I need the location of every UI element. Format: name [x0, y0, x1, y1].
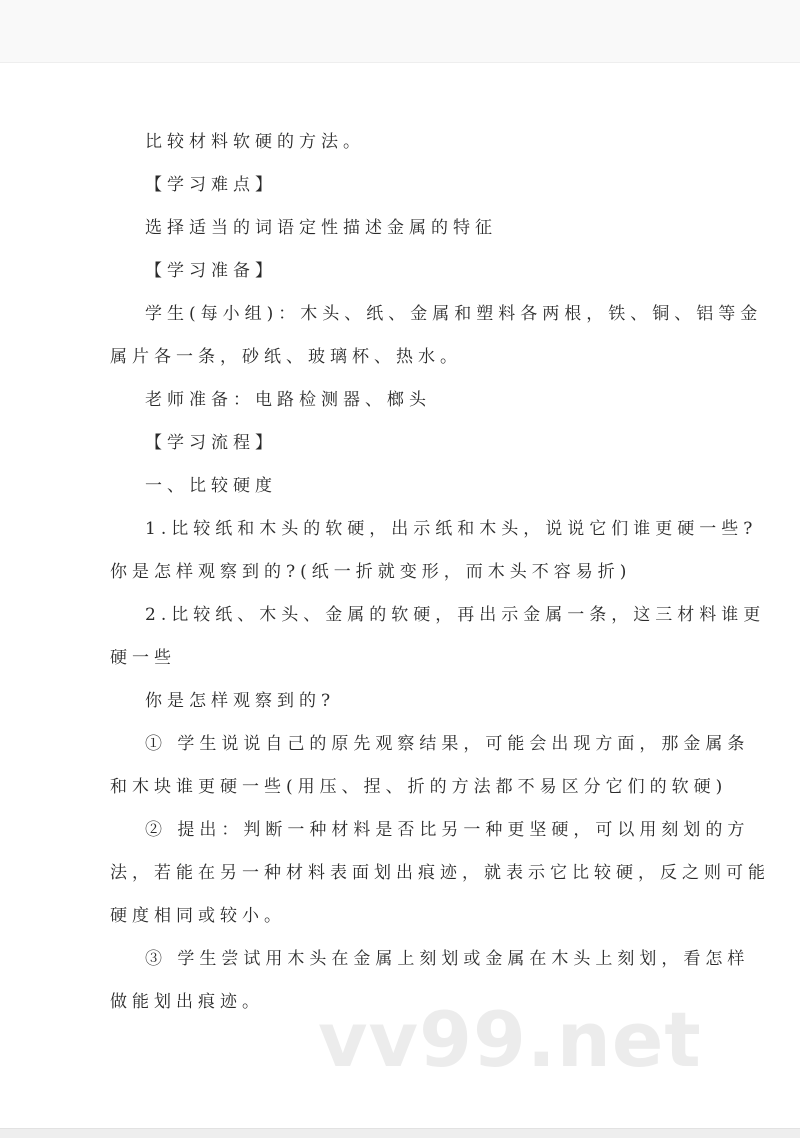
paragraph — [110, 810, 770, 939]
text-line: 硬度相同或较小。 — [110, 906, 286, 926]
paragraph — [110, 681, 690, 724]
text-line: 【学习准备】 — [145, 261, 277, 281]
text-line: 学生(每小组)：木头、纸、金属和塑料各两根，铁、铜、铝等金 — [145, 304, 763, 324]
paragraph — [110, 294, 763, 380]
text-line: ③ 学生尝试用木头在金属上刻划或金属在木头上刻划，看怎样 — [145, 949, 750, 969]
text-line: 【学习流程】 — [145, 433, 277, 453]
text-line: 一、比较硬度 — [145, 476, 277, 496]
text-line: 法，若能在另一种材料表面划出痕迹，就表示它比较硬，反之则可能 — [110, 863, 770, 883]
text-line: 老师准备：电路检测器、榔头 — [145, 390, 431, 410]
text-line: 选择适当的词语定性描述金属的特征 — [145, 218, 497, 238]
text-line: 和木块谁更硬一些(用压、捏、折的方法都不易区分它们的软硬) — [110, 777, 728, 797]
paragraph — [110, 724, 750, 810]
text-line: ① 学生说说自己的原先观察结果，可能会出现方面，那金属条 — [145, 734, 750, 754]
paragraph — [110, 595, 766, 681]
paragraph — [110, 122, 690, 165]
text-line: 比较材料软硬的方法。 — [145, 132, 365, 152]
text-line: 做能划出痕迹。 — [110, 992, 264, 1012]
text-line: 1.比较纸和木头的软硬，出示纸和木头，说说它们谁更硬一些? — [145, 519, 758, 539]
text-line: 2.比较纸、木头、金属的软硬，再出示金属一条，这三材料谁更 — [145, 605, 766, 625]
text-line: 【学习难点】 — [145, 175, 277, 195]
paragraph — [110, 380, 690, 423]
text-line: 你是怎样观察到的? — [145, 691, 336, 711]
paragraph — [110, 423, 690, 466]
document-body — [110, 122, 770, 1025]
text-line: 你是怎样观察到的?(纸一折就变形，而木头不容易折) — [110, 562, 632, 582]
paragraph — [110, 208, 690, 251]
text-line: 属片各一条，砂纸、玻璃杯、热水。 — [110, 347, 462, 367]
text-line: ② 提出：判断一种材料是否比另一种更坚硬，可以用刻划的方 — [145, 820, 750, 840]
paragraph — [110, 251, 690, 294]
watermark: vv99.net — [318, 995, 702, 1084]
paragraph — [110, 509, 758, 595]
paragraph — [110, 466, 690, 509]
paragraph — [110, 165, 690, 208]
text-line: 硬一些 — [110, 648, 176, 668]
page-top-margin — [0, 0, 800, 63]
